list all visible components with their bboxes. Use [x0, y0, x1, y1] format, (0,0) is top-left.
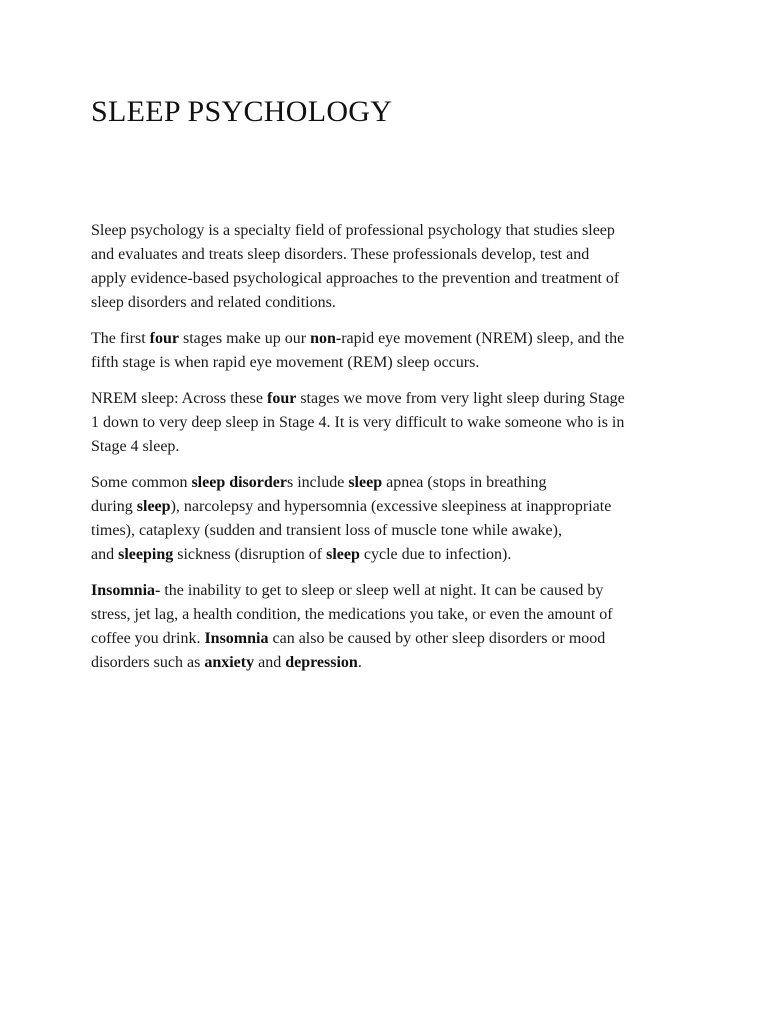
text-run: . [357, 654, 362, 671]
paragraph [91, 219, 691, 315]
text-run: can also be caused by other sleep disorders or mood [268, 630, 606, 647]
bold-term: sleep [136, 498, 171, 515]
text-run: and [91, 546, 119, 563]
text-line [91, 267, 691, 291]
bold-term: sleeping [118, 546, 174, 563]
text-run: disorders such as [91, 654, 205, 671]
text-line [91, 519, 691, 543]
text-run: NREM sleep: Across these [91, 390, 267, 407]
paragraph [91, 579, 691, 675]
paragraph [91, 327, 691, 375]
bold-term: sleep [326, 546, 360, 563]
text-line [91, 543, 691, 567]
text-run: times), cataplexy (sudden and transient loss of muscle tone while awake), [91, 522, 562, 539]
text-run: during [91, 498, 137, 515]
text-run: and [254, 654, 286, 671]
text-run: s include [286, 474, 349, 491]
text-run: 1 down to very deep sleep in Stage 4. It is very difficult to wake someone who is in [91, 414, 625, 431]
text-run: cycle due to infection). [359, 546, 512, 563]
text-line [91, 495, 691, 519]
text-line [91, 603, 691, 627]
text-run: sickness (disruption of [173, 546, 327, 563]
text-run: Sleep psychology is a specialty field of professional psychology that studies sleep [91, 222, 615, 239]
bold-term: Insomnia [204, 630, 269, 647]
paragraph [91, 471, 691, 567]
paragraph [91, 387, 691, 459]
text-line [91, 627, 691, 651]
text-run: stress, jet lag, a health condition, the medications you take, or even the amount of [91, 606, 613, 623]
text-run: Stage 4 sleep. [91, 438, 180, 455]
text-line [91, 435, 691, 459]
bold-term: four [266, 390, 297, 407]
bold-term: Insomnia- [91, 582, 161, 599]
text-line [91, 327, 691, 351]
text-run: Some common [91, 474, 192, 491]
text-run: sleep disorders and related conditions. [91, 294, 336, 311]
bold-term: anxiety [204, 654, 255, 671]
text-run: The first [91, 330, 150, 347]
text-run: fifth stage is when rapid eye movement (REM) sleep occurs. [91, 354, 480, 371]
text-line [91, 579, 691, 603]
text-line [91, 351, 691, 375]
text-run: coffee you drink. [91, 630, 205, 647]
text-run: stages we move from very light sleep during Stage [296, 390, 625, 407]
bold-term: sleep disorder [191, 474, 287, 491]
bold-term: depression [285, 654, 358, 671]
text-run: the inability to get to sleep or sleep well at night. It can be caused by [160, 582, 604, 599]
document-body [91, 219, 691, 687]
text-line [91, 291, 691, 315]
text-line [91, 219, 691, 243]
bold-term: non- [310, 330, 342, 347]
text-line [91, 651, 691, 675]
text-run: apnea (stops in breathing [382, 474, 547, 491]
text-line [91, 243, 691, 267]
text-run: stages make up our [178, 330, 311, 347]
bold-term: four [149, 330, 179, 347]
page-title: SLEEP PSYCHOLOGY [91, 95, 393, 128]
text-run: rapid eye movement (NREM) sleep, and the [341, 330, 625, 347]
bold-term: sleep [348, 474, 383, 491]
text-line [91, 471, 691, 495]
text-run: ), narcolepsy and hypersomnia (excessive sleepiness at inappropriate [170, 498, 612, 515]
text-line [91, 387, 691, 411]
text-line [91, 411, 691, 435]
text-run: and evaluates and treats sleep disorders. These professionals develop, test and [91, 246, 590, 263]
text-run: apply evidence-based psychological approaches to the prevention and treatment of [91, 270, 620, 287]
